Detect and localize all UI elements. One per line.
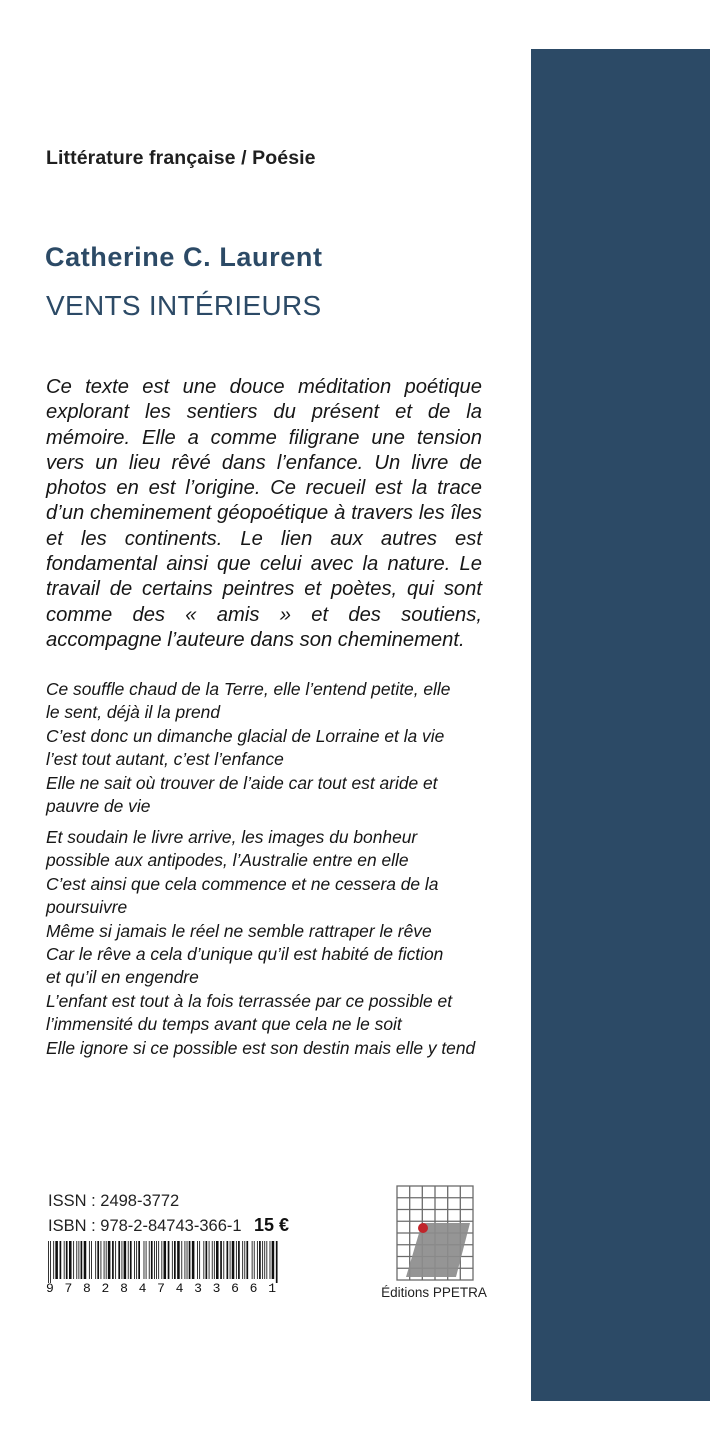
barcode-bar bbox=[192, 1241, 195, 1279]
barcode-bar bbox=[118, 1241, 120, 1279]
barcode-bar bbox=[89, 1241, 90, 1279]
barcode-bar bbox=[246, 1241, 248, 1279]
barcode-bar bbox=[270, 1241, 271, 1279]
poem-line: C’est donc un dimanche glacial de Lorraine et la vie bbox=[46, 725, 445, 746]
barcode-digit: 6 bbox=[249, 1281, 258, 1296]
poem-line: l’immensité du temps avant que cela ne le soit bbox=[46, 1014, 402, 1035]
barcode-bar bbox=[172, 1241, 173, 1279]
barcode-bar bbox=[101, 1241, 102, 1279]
barcode-bar bbox=[185, 1241, 186, 1279]
poem-line: pauvre de vie bbox=[46, 796, 151, 817]
barcode-bar bbox=[199, 1241, 200, 1279]
barcode-digit: 8 bbox=[83, 1281, 91, 1296]
barcode-bar bbox=[216, 1241, 219, 1279]
barcode-bar bbox=[177, 1241, 180, 1279]
barcode-digit: 4 bbox=[138, 1281, 147, 1296]
poem-line: Même si jamais le réel ne semble rattraper le rêve bbox=[46, 920, 432, 941]
poem-line: Car le rêve a cela d’unique qu’il est habité de fiction bbox=[46, 944, 444, 965]
barcode-bar bbox=[124, 1241, 127, 1279]
barcode-bar bbox=[197, 1241, 198, 1279]
spine-band bbox=[531, 49, 710, 1401]
barcode-bar bbox=[254, 1241, 255, 1279]
barcode-bar bbox=[104, 1241, 105, 1279]
barcode-bar bbox=[81, 1241, 83, 1279]
barcode-bar bbox=[66, 1241, 68, 1279]
barcode-digit: 4 bbox=[175, 1281, 184, 1296]
poem-line: C’est ainsi que cela commence et ne cessera de la bbox=[46, 873, 439, 894]
barcode-bar bbox=[122, 1241, 123, 1279]
barcode-bar bbox=[242, 1241, 243, 1279]
barcode-bar bbox=[84, 1241, 87, 1279]
poem-line: Elle ne sait où trouver de l’aide car tout est aride et bbox=[46, 772, 438, 793]
barcode-bar bbox=[227, 1241, 229, 1279]
publisher-name: Éditions PPETRA bbox=[381, 1285, 487, 1300]
barcode-bar bbox=[146, 1241, 147, 1279]
barcode-bar bbox=[189, 1241, 191, 1279]
barcode-bar bbox=[108, 1241, 111, 1279]
barcode-bar bbox=[257, 1241, 258, 1279]
poem-stanza-1 bbox=[46, 678, 486, 818]
barcode-bar bbox=[264, 1241, 265, 1279]
barcode-digit: 1 bbox=[268, 1281, 276, 1296]
poem-line: Elle ignore si ce possible est son destin mais elle y tend bbox=[46, 1037, 476, 1058]
barcode-bar bbox=[174, 1241, 176, 1279]
barcode-bar bbox=[223, 1241, 224, 1279]
barcode-bar bbox=[76, 1241, 77, 1279]
barcode-bar bbox=[128, 1241, 129, 1279]
barcode-digit: 7 bbox=[157, 1281, 165, 1296]
poem-line: L’enfant est tout à la fois terrassée par ce possible et bbox=[46, 990, 453, 1011]
barcode-bar bbox=[206, 1241, 208, 1279]
barcode-bar bbox=[252, 1241, 253, 1279]
barcode-bar bbox=[156, 1241, 157, 1279]
barcode-bar bbox=[73, 1241, 74, 1279]
barcode-bar bbox=[212, 1241, 213, 1279]
poem-line: possible aux antipodes, l’Australie entre en elle bbox=[46, 850, 409, 871]
barcode-bar bbox=[181, 1241, 182, 1279]
barcode-bar bbox=[64, 1241, 65, 1279]
barcode-bar bbox=[154, 1241, 155, 1279]
barcode-bar bbox=[91, 1241, 92, 1279]
barcode-digit: 6 bbox=[231, 1281, 239, 1296]
barcode-bar bbox=[230, 1241, 231, 1279]
barcode-bar bbox=[158, 1241, 159, 1279]
barcode-bar bbox=[164, 1241, 167, 1279]
barcode-bar bbox=[138, 1241, 140, 1279]
barcode-bar bbox=[53, 1241, 54, 1279]
barcode-bar bbox=[112, 1241, 114, 1279]
barcode-bar bbox=[55, 1241, 58, 1279]
barcode-bar bbox=[262, 1241, 263, 1279]
book-title: VENTS INTÉRIEURS bbox=[46, 290, 322, 321]
barcode-bar bbox=[209, 1241, 210, 1279]
barcode-bar bbox=[130, 1241, 132, 1279]
barcode-bar bbox=[50, 1241, 51, 1283]
issn-number: ISSN : 2498-3772 bbox=[48, 1192, 180, 1210]
barcode-bar bbox=[48, 1241, 49, 1283]
barcode-bar bbox=[168, 1241, 170, 1279]
poem-line: poursuivre bbox=[46, 897, 128, 918]
author-name: Catherine C. Laurent bbox=[45, 242, 323, 272]
barcode-bar bbox=[115, 1241, 116, 1279]
barcode-bar bbox=[136, 1241, 137, 1279]
barcode-bar bbox=[244, 1241, 245, 1279]
summary-text: Ce texte est une douce méditation poétique explorant les sentiers du présent et de la mémoire. Elle a comme filigrane une tension vers un lieu rêvé dans l’enfance. Un livre de photos en est l’origine. Ce recueil est la trace d’un cheminement géopoétique à travers les îles et les continents. Le lien aux autres est fondamental ainsi que celui avec la nature. Le travail de certains peintres et poètes, qui sont comme des « amis » et des soutiens, accompagne l’auteure dans son cheminement. bbox=[46, 376, 482, 651]
barcode-digit: 8 bbox=[120, 1281, 128, 1296]
barcode-digits bbox=[46, 1281, 276, 1296]
barcode-bar bbox=[203, 1241, 204, 1279]
barcode-bar bbox=[259, 1241, 261, 1279]
poem-line: et qu’il en engendre bbox=[46, 967, 199, 988]
barcode-bar bbox=[151, 1241, 153, 1279]
barcode-bar bbox=[232, 1241, 235, 1279]
poem-line: Ce souffle chaud de la Terre, elle l’entend petite, elle bbox=[46, 679, 451, 699]
barcode-bar bbox=[134, 1241, 135, 1279]
poem-line: l’est tout autant, c’est l’enfance bbox=[46, 749, 284, 770]
barcode-digit: 3 bbox=[212, 1281, 221, 1296]
barcode-bar bbox=[144, 1241, 145, 1279]
barcode-bar bbox=[95, 1241, 96, 1279]
barcode-bar bbox=[69, 1241, 72, 1279]
category-label: Littérature française / Poésie bbox=[46, 147, 316, 169]
barcode-bar bbox=[238, 1241, 240, 1279]
barcode-bar bbox=[236, 1241, 237, 1279]
barcode-bar bbox=[214, 1241, 215, 1279]
barcode-digit: 7 bbox=[64, 1281, 73, 1296]
barcode-digit: 2 bbox=[101, 1281, 110, 1296]
barcode-bar bbox=[149, 1241, 150, 1279]
barcode-bar bbox=[266, 1241, 267, 1279]
barcode-icon bbox=[46, 1241, 284, 1283]
barcode-bar bbox=[272, 1241, 275, 1279]
barcode-bar bbox=[161, 1241, 162, 1279]
poem-line: Et soudain le livre arrive, les images du bonheur bbox=[46, 827, 418, 847]
barcode-digit: 3 bbox=[194, 1281, 202, 1296]
barcode-bar bbox=[106, 1241, 107, 1279]
isbn-number: ISBN : 978-2-84743-366-1 bbox=[48, 1217, 242, 1235]
barcode-bar bbox=[60, 1241, 62, 1279]
logo-red-dot bbox=[418, 1223, 428, 1233]
barcode-bar bbox=[78, 1241, 79, 1279]
barcode-bar bbox=[97, 1241, 99, 1279]
poem-stanza-2 bbox=[46, 826, 486, 1060]
barcode-digit: 9 bbox=[46, 1281, 54, 1296]
ppetra-grid-logo-icon bbox=[396, 1185, 474, 1281]
barcode-bar bbox=[220, 1241, 222, 1279]
barcode-bar bbox=[276, 1241, 278, 1283]
price-label: 15 € bbox=[254, 1215, 290, 1235]
barcode-bar bbox=[187, 1241, 188, 1279]
poem-line: le sent, déjà il la prend bbox=[46, 702, 221, 723]
